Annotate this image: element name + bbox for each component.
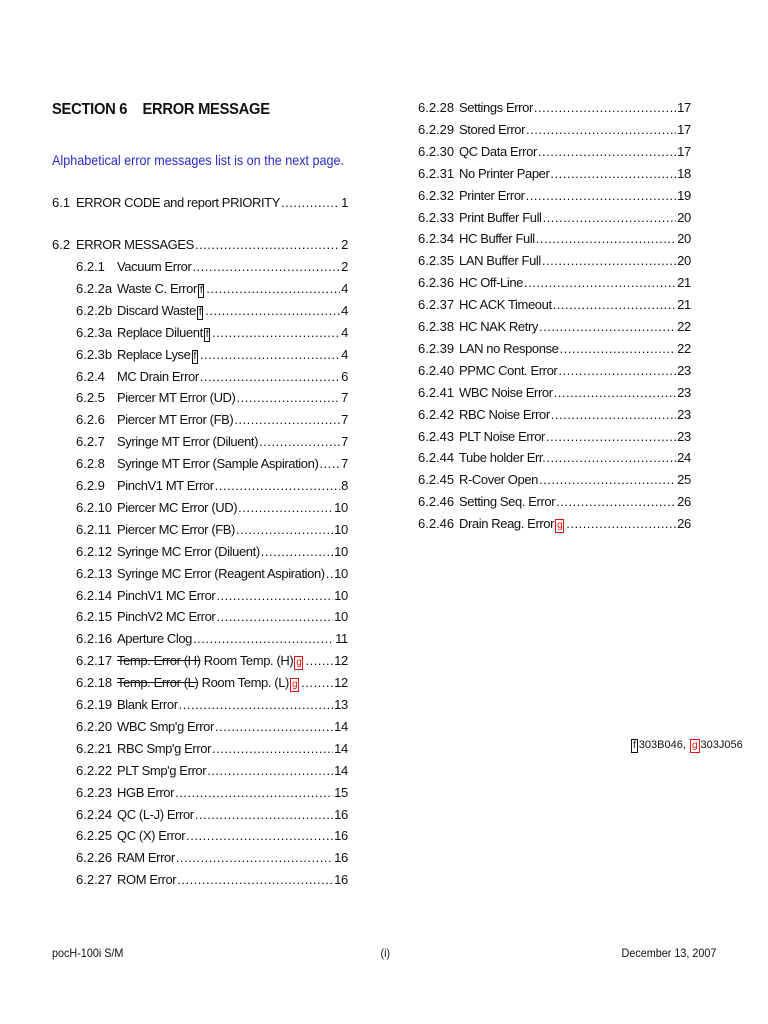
toc-entry-label: Stored Error: [459, 121, 526, 137]
toc-entry[interactable]: [76, 477, 348, 495]
toc-entry-label: Waste C. Error: [117, 280, 197, 296]
toc-entry-number: 6.2.34: [418, 231, 455, 247]
dot-leader: [195, 806, 333, 824]
toc-entry-page: 11: [335, 631, 348, 647]
toc-entry-label: Drain Reag. Error: [459, 516, 555, 532]
toc-entry-label: PinchV2 MC Error: [117, 609, 216, 625]
toc-entry[interactable]: [76, 389, 348, 407]
dot-leader: [539, 318, 676, 336]
dot-leader: [207, 762, 333, 780]
toc-entry[interactable]: [418, 296, 691, 314]
toc-entry[interactable]: [76, 521, 348, 539]
toc-entry-page: 14: [334, 762, 348, 778]
dot-leader: [195, 236, 340, 254]
toc-entry-page: 18: [677, 165, 691, 181]
toc-entry-label: RAM Error: [117, 850, 175, 866]
legend-mark-g: g: [691, 740, 698, 751]
toc-entry-struck-label: Temp. Error (L): [117, 675, 199, 691]
dot-leader: [553, 296, 676, 314]
toc-entry-page: 16: [334, 806, 348, 822]
toc-entry[interactable]: [418, 340, 691, 358]
toc-entry[interactable]: [76, 565, 348, 583]
toc-entry-label: LAN Buffer Full: [459, 253, 541, 269]
toc-entry[interactable]: [76, 324, 348, 342]
toc-entry-number: 6.2.9: [76, 478, 105, 493]
toc-entry[interactable]: [76, 499, 348, 517]
revision-mark-icon: f: [205, 328, 209, 340]
toc-entry[interactable]: [52, 194, 348, 212]
dot-leader: [566, 515, 676, 533]
revision-mark-icon: g: [291, 679, 298, 691]
toc-entry-page: 8: [341, 478, 348, 493]
dot-leader: [216, 587, 333, 605]
toc-entry-number: 6.2.5: [76, 390, 105, 406]
toc-entry[interactable]: [76, 280, 348, 298]
toc-entry-number: 6.2.14: [76, 587, 113, 603]
toc-entry-page: 17: [677, 100, 691, 115]
toc-entry-number: 6.2.1: [76, 259, 105, 274]
dot-leader: [212, 324, 340, 342]
toc-entry-number: 6.2.7: [76, 434, 105, 450]
toc-entry-page: 19: [677, 187, 691, 203]
dot-leader: [534, 99, 676, 117]
toc-entry-page: 6: [341, 368, 348, 384]
toc-entry-page: 26: [677, 516, 691, 532]
toc-entry-label: Print Buffer Full: [459, 209, 542, 225]
toc-entry-label: Vacuum Error: [117, 259, 192, 274]
toc-entry[interactable]: [76, 411, 348, 429]
dot-leader: [556, 493, 676, 511]
dot-leader: [301, 674, 333, 692]
toc-entry-number: 6.2.37: [418, 297, 455, 313]
toc-entry-number: 6.2.17: [76, 653, 113, 669]
page-title: SECTION 6 ERROR MESSAGE: [52, 101, 270, 118]
toc-entry-number: 6.2.10: [76, 499, 113, 515]
toc-entry[interactable]: [76, 806, 348, 824]
toc-entry[interactable]: [76, 827, 348, 845]
toc-entry[interactable]: [418, 209, 691, 227]
toc-entry-number: 6.2.11: [76, 521, 112, 537]
dot-leader: [175, 784, 333, 802]
toc-entry-page: 10: [334, 565, 348, 581]
toc-entry[interactable]: [76, 608, 348, 626]
dot-leader: [215, 477, 340, 495]
toc-entry-label: R-Cover Open: [459, 472, 539, 488]
toc-entry[interactable]: [418, 362, 691, 380]
toc-entry-label: PinchV1 MT Error: [117, 478, 214, 493]
toc-entry[interactable]: [76, 630, 348, 648]
toc-entry[interactable]: [76, 718, 348, 736]
toc-entry-label: LAN no Response: [459, 340, 559, 356]
dot-leader: [546, 449, 676, 467]
toc-entry-label: WBC Noise Error: [459, 384, 553, 400]
toc-entry[interactable]: [76, 696, 348, 714]
toc-entry-page: 16: [334, 850, 348, 866]
toc-entry-number: 6.2.26: [76, 850, 113, 866]
dot-leader: [179, 696, 334, 714]
toc-entry[interactable]: [418, 99, 691, 117]
toc-entry-page: 22: [677, 319, 691, 334]
toc-entry-label: Syringe MT Error (Sample Aspiration): [117, 456, 319, 472]
toc-entry-page: 4: [341, 346, 348, 362]
toc-entry[interactable]: [76, 652, 348, 670]
dot-leader: [326, 565, 333, 583]
toc-entry-page: 23: [677, 428, 691, 444]
dot-leader: [526, 121, 676, 139]
toc-entry-page: 10: [334, 543, 348, 559]
toc-entry-page: 21: [677, 297, 691, 313]
toc-entry-label: RBC Noise Error: [459, 406, 550, 422]
toc-entry-label: HC NAK Retry: [459, 319, 538, 334]
toc-entry-number: 6.2.24: [76, 806, 113, 822]
dot-leader: [177, 871, 333, 889]
toc-entry[interactable]: [76, 740, 348, 758]
revision-mark-icon: f: [193, 350, 196, 362]
dot-leader: [261, 543, 333, 561]
toc-entry-label: Piercer MT Error (UD): [117, 390, 236, 406]
toc-entry-page: 7: [341, 412, 348, 428]
toc-entry-label: Replace Diluent: [117, 324, 203, 340]
toc-entry-page: 14: [334, 740, 348, 756]
dot-leader: [238, 499, 333, 517]
toc-entry-label: ERROR CODE and report PRIORITY: [76, 195, 280, 210]
toc-entry-page: 7: [341, 434, 348, 450]
toc-entry-page: 23: [677, 406, 691, 422]
mark-legend: [630, 739, 743, 753]
dot-leader: [186, 827, 333, 845]
toc-entry-label: No Printer Paper: [459, 165, 550, 181]
legend-text-f: 303B046,: [638, 739, 686, 751]
toc-entry-page: 16: [334, 828, 348, 844]
dot-leader: [546, 428, 676, 446]
toc-entry-label: Room Temp. (L): [198, 675, 289, 691]
toc-entry-label: Piercer MC Error (UD): [117, 499, 238, 515]
toc-entry-number: 6.2.45: [418, 472, 455, 488]
toc-entry-label: Discard Waste: [117, 302, 196, 318]
toc-entry-number: 6.2.25: [76, 828, 113, 844]
toc-entry-label: PPMC Cont. Error: [459, 362, 558, 378]
toc-entry[interactable]: [418, 428, 691, 446]
toc-entry[interactable]: [418, 274, 691, 292]
toc-entry-label: PLT Smp'g Error: [117, 762, 207, 778]
toc-entry-page: 12: [334, 653, 348, 669]
toc-entry-number: 6.2.18: [76, 675, 113, 691]
toc-entry-label: MC Drain Error: [117, 368, 199, 384]
toc-entry-label: PLT Noise Error: [459, 428, 545, 444]
toc-entry-number: 6.2.4: [76, 368, 105, 384]
toc-entry-page: 22: [677, 340, 691, 356]
dot-leader: [206, 280, 340, 298]
toc-entry-page: 15: [334, 784, 348, 800]
toc-entry-struck-label: Temp. Error (H): [117, 653, 201, 669]
toc-entry[interactable]: [76, 455, 348, 473]
toc-entry-page: 4: [341, 280, 348, 296]
toc-entry-page: 17: [677, 121, 691, 137]
toc-entry-label: QC (L-J) Error: [117, 806, 194, 822]
dot-leader: [192, 258, 340, 276]
toc-entry-page: 26: [677, 494, 691, 510]
toc-entry-page: 4: [341, 324, 348, 340]
toc-entry-page: 7: [341, 456, 348, 472]
toc-entry-page: 10: [334, 587, 348, 603]
toc-entry-label: ERROR MESSAGES: [76, 237, 194, 252]
toc-entry[interactable]: [418, 187, 691, 205]
toc-entry-number: 6.2.16: [76, 631, 113, 647]
toc-entry-label: Piercer MC Error (FB): [117, 521, 235, 537]
toc-entry-page: 10: [334, 609, 348, 625]
toc-entry-label: ROM Error: [117, 872, 177, 888]
toc-entry[interactable]: [76, 368, 348, 386]
toc-entry[interactable]: [76, 302, 348, 320]
toc-entry-page: 20: [677, 209, 691, 225]
toc-entry-label: HGB Error: [117, 784, 175, 800]
toc-entry[interactable]: [76, 784, 348, 802]
toc-entry-page: 23: [677, 384, 691, 400]
toc-entry-number: 6.2.21: [76, 740, 113, 756]
toc-entry[interactable]: [418, 493, 691, 511]
toc-entry-number: 6.2.43: [418, 428, 455, 444]
toc-entry-number: 6.2.46: [418, 494, 455, 510]
dot-leader: [234, 411, 340, 429]
toc-entry-number: 6.2.44: [418, 450, 455, 466]
toc-entry[interactable]: [418, 121, 691, 139]
note-text: Alphabetical error messages list is on the next page.: [52, 152, 345, 168]
toc-entry[interactable]: [76, 346, 348, 364]
toc-entry-number: 6.2.28: [418, 100, 455, 115]
toc-entry[interactable]: [76, 674, 348, 692]
toc-entry-label: QC Data Error: [459, 143, 537, 159]
toc-entry-number: 6.2.19: [76, 697, 113, 712]
toc-entry-label: Settings Error: [459, 100, 533, 115]
toc-entry-number: 6.2: [52, 237, 71, 252]
toc-entry-number: 6.2.27: [76, 872, 113, 888]
toc-entry-label: Aperture Clog: [117, 631, 193, 647]
toc-entry-page: 10: [334, 499, 348, 515]
dot-leader: [236, 521, 333, 539]
dot-leader: [543, 209, 677, 227]
toc-entry-number: 6.2.41: [418, 384, 455, 400]
dot-leader: [539, 471, 676, 489]
dot-leader: [305, 652, 333, 670]
toc-entry[interactable]: [76, 762, 348, 780]
dot-leader: [558, 362, 676, 380]
dot-leader: [536, 230, 676, 248]
toc-entry-page: 14: [334, 718, 348, 734]
dot-leader: [216, 608, 333, 626]
dot-leader: [212, 740, 333, 758]
toc-entry-page: 17: [677, 143, 691, 159]
toc-entry[interactable]: [418, 252, 691, 270]
footer-left: pocH-100i S/M: [52, 946, 124, 960]
toc-entry-number: 6.2.29: [418, 121, 455, 137]
toc-entry[interactable]: [76, 258, 348, 276]
toc-entry-number: 6.2.39: [418, 340, 455, 356]
toc-entry-number: 6.2.40: [418, 362, 455, 378]
toc-entry-page: 23: [677, 362, 691, 378]
dot-leader: [259, 433, 340, 451]
toc-entry[interactable]: [76, 849, 348, 867]
toc-entry-number: 6.2.20: [76, 718, 113, 734]
toc-entry[interactable]: [76, 543, 348, 561]
dot-leader: [551, 406, 676, 424]
toc-entry-label: Room Temp. (H): [200, 653, 294, 669]
toc-entry-label: Tube holder Err.: [459, 450, 546, 466]
toc-entry-number: 6.2.3a: [76, 324, 113, 340]
toc-entry-label: QC (X) Error: [117, 828, 186, 844]
toc-entry-page: 21: [677, 275, 691, 291]
toc-entry[interactable]: [418, 471, 691, 489]
dot-leader: [554, 384, 676, 402]
toc-entry-label: Syringe MC Error (Diluent): [117, 543, 260, 559]
dot-leader: [236, 389, 340, 407]
footer-center: (i): [380, 946, 391, 960]
toc-entry-number: 6.2.2b: [76, 302, 113, 318]
toc-entry-number: 6.2.30: [418, 143, 455, 159]
toc-entry-page: 13: [334, 697, 348, 712]
toc-entry-number: 6.2.38: [418, 319, 455, 334]
toc-entry-label: Piercer MT Error (FB): [117, 412, 234, 428]
toc-entry[interactable]: [418, 143, 691, 161]
legend-mark-f: f: [633, 740, 636, 751]
toc-entry[interactable]: [52, 236, 348, 254]
toc-entry-label: PinchV1 MC Error: [117, 587, 216, 603]
toc-entry-label: RBC Smp'g Error: [117, 740, 212, 756]
toc-entry-number: 6.2.23: [76, 784, 113, 800]
toc-entry-number: 6.2.46: [418, 516, 455, 532]
toc-entry[interactable]: [418, 230, 691, 248]
dot-leader: [524, 274, 676, 292]
toc-entry-label: Setting Seq. Error: [459, 494, 556, 510]
toc-entry[interactable]: [418, 384, 691, 402]
toc-entry[interactable]: [418, 449, 691, 467]
toc-entry-label: WBC Smp'g Error: [117, 718, 214, 734]
toc-entry-page: 16: [334, 872, 348, 888]
toc-entry[interactable]: [418, 318, 691, 336]
toc-entry-number: 6.2.15: [76, 609, 113, 625]
dot-leader: [281, 194, 340, 212]
toc-entry-page: 7: [341, 390, 348, 406]
toc-entry-page: 24: [677, 450, 691, 466]
toc-entry-number: 6.1: [52, 195, 71, 210]
toc-entry-number: 6.2.32: [418, 187, 455, 203]
toc-entry-page: 10: [334, 521, 348, 537]
toc-entry[interactable]: [418, 515, 691, 533]
toc-entry-page: 25: [677, 472, 691, 488]
toc-entry-label: Blank Error: [117, 697, 178, 712]
toc-entry-number: 6.2.12: [76, 543, 113, 559]
dot-leader: [526, 187, 677, 205]
toc-entry-page: 4: [341, 302, 348, 318]
dot-leader: [215, 718, 333, 736]
toc-entry-number: 6.2.35: [418, 253, 455, 269]
toc-entry[interactable]: [76, 433, 348, 451]
footer-right: December 13, 2007: [621, 946, 716, 960]
toc-entry-label: HC ACK Timeout: [459, 297, 552, 313]
toc-entry-number: 6.2.33: [418, 209, 455, 225]
toc-entry[interactable]: [76, 587, 348, 605]
toc-entry-number: 6.2.22: [76, 762, 113, 778]
toc-entry-label: Printer Error: [459, 187, 525, 203]
dot-leader: [560, 340, 677, 358]
toc-entry-page: 1: [341, 195, 348, 210]
dot-leader: [200, 368, 340, 386]
revision-mark-icon: g: [557, 520, 563, 532]
dot-leader: [193, 630, 334, 648]
toc-entry[interactable]: [418, 406, 691, 424]
dot-leader: [538, 143, 676, 161]
revision-mark-icon: g: [296, 657, 302, 669]
toc-entry-page: 12: [334, 675, 348, 691]
dot-leader: [200, 346, 340, 364]
toc-entry-label: HC Buffer Full: [459, 231, 535, 247]
toc-entry[interactable]: [76, 871, 348, 889]
dot-leader: [205, 302, 340, 320]
toc-entry-label: Syringe MC Error (Reagent Aspiration): [117, 565, 325, 581]
toc-entry-page: 20: [677, 253, 691, 269]
dot-leader: [319, 455, 340, 473]
toc-entry-page: 2: [341, 259, 348, 274]
toc-entry-number: 6.2.6: [76, 412, 105, 428]
toc-entry-number: 6.2.3b: [76, 346, 113, 362]
toc-entry-label: Replace Lyse: [117, 346, 191, 362]
toc-entry-number: 6.2.2a: [76, 280, 113, 296]
toc-entry-label: HC Off-Line: [459, 275, 523, 291]
toc-entry-number: 6.2.36: [418, 275, 455, 291]
toc-entry-number: 6.2.42: [418, 406, 455, 422]
dot-leader: [176, 849, 333, 867]
dot-leader: [550, 165, 676, 183]
toc-entry-page: 2: [341, 237, 348, 252]
toc-entry-number: 6.2.31: [418, 165, 455, 181]
toc-entry-number: 6.2.8: [76, 456, 105, 472]
revision-mark-icon: f: [199, 284, 203, 296]
toc-entry-label: Syringe MT Error (Diluent): [117, 434, 259, 450]
toc-entry-number: 6.2.13: [76, 565, 113, 581]
toc-entry-page: 20: [677, 231, 691, 247]
legend-text-g: 303J056: [700, 739, 743, 751]
dot-leader: [542, 252, 676, 270]
toc-entry[interactable]: [418, 165, 691, 183]
revision-mark-icon: f: [198, 306, 202, 318]
